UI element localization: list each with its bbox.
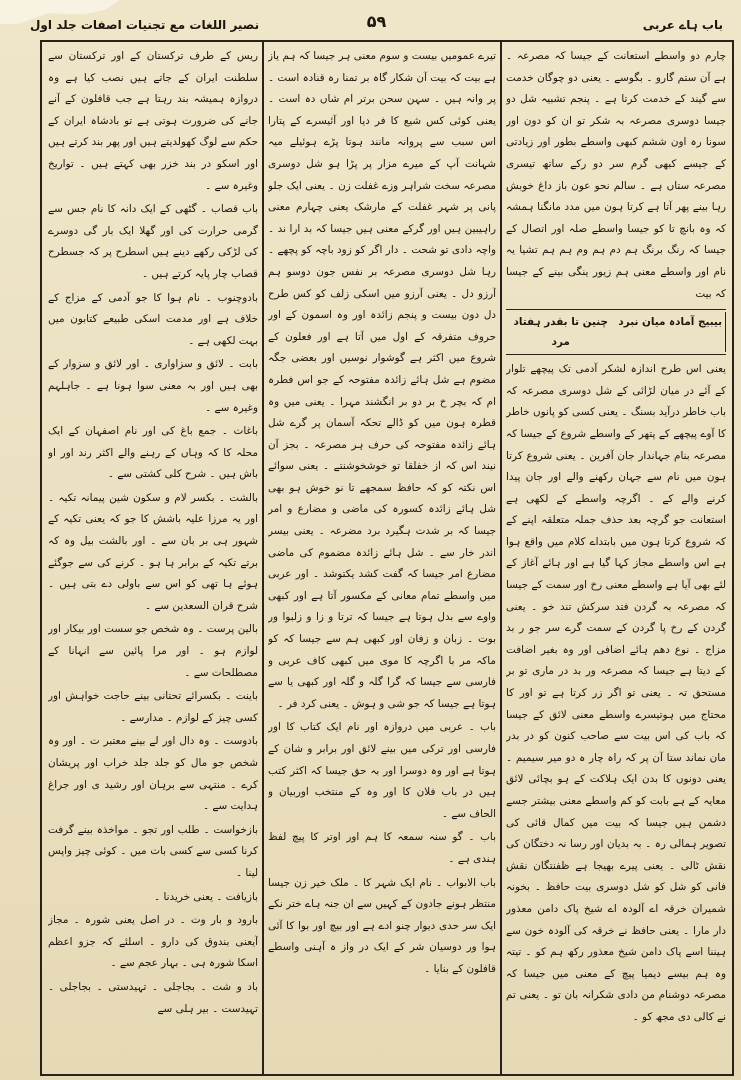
dictionary-entry: باد و شت ۔ بجاجلی ۔ تہیدستی ۔ بجاجلی ۔ تہیدست ۔ بیر ہلی سے [48,980,258,1015]
paragraph: یعنی اس طرح اندازہ لشکر آدمی تک پیچھے تلوار کے آئے در میان لڑائی کے شل دوسری مصرعہ کہ باب خاطر درآید بسنگ ۔ یعنی کسی کو پانوں خاطر کا آوے پیچھے کے پتھر کے واسطے شروع کے جیسا کہ مصرعہ بنام جہاندار جان آفرین ۔ یعنی شروع کرتا ہون میں نام سے جہان رکھنے والے اور جان پیدا کرنے والے کے ۔ اگرچہ واسطے کے لکھی ہے استعانت جو گرچہ بعد حذف جملہ متعلقہ اپنے کے کہ شروع کرتا ہون میں بابتداے کلام میں واقع ہوا ہے اس واسطے مجاز کہا گیا ہے اور ہائے آغاز کے لئے بھی آیا ہے واسطے معنی رخ اور سمت کے جیسا کہ مصرعہ بہ گردن فتد سرکش تند خو ۔ یعنی گردن کے رخ پا گردن کے سمت گرے سر جو ر بد مزاج ۔ نوع دھم ہائے اضافی اور وہ بغیر اضافت کے دیتا ہے جیسا کہ مصرعہ ور بد در ماری تو بر مستحق تہ ۔ یعنی تو اگر زر کرتا ہے تو اور کا محتاج میں ہوتیسرے واسطے معنی لائق کے جیسا کہ باب کی اس بیت سے صاحب کنون کو در بدر مان نماند ستا آن پر کہ راہ چار ہ دو میر سیمیم ۔ یعنی دونوں کا بدن ایک ہلاکت کے ہو بچائی لائق معایہ کے ہے بابت کو کم واسطے معنی بیشتر جسے دشمن ہیں جیسا کہ بیت میں کمال قائی کی تصویر ہمالی رہ ۔ بہ بدیان اور رسا نہ دختگان کی نقش ٹالی ۔ یعنی پیرے بھیجا ہے ظفنتگان نقش فانی کو شل کو شل دوسری بیت حافظ ۔ بخونہ شمیران خرقہ اے آلودہ اے شیخ پاک دامن معذور دار مارا ۔ یعنی حافظ نے خرقہ کی آلودہ خون سے ہیننا اسے پاک دامن شیخ معذور رکھ ہم کو ۔ تیتہ وہ ہم بیسے دیمیا پیچ کے معنی میں جیسا کہ مصرعہ دوشنام من دادی شکرانہ بان تو ۔ یعنی تم نے کالی دی مجھ کو ۔ [506,363,726,1023]
dictionary-entry: باغات ۔ جمع باغ کی اور نام اصفہان کے ایک محلہ کا کہ وہاں کے رہنے والے اکثر رند اور او باش ہیں ۔ شرح کلی کشتی سے ۔ [48,425,258,481]
text-frame [40,40,734,1076]
verse-line: بیبیج آمادہ میان نبرد [616,312,727,352]
dictionary-entry: بارود و بار وت ۔ در اصل یعنی شورہ ۔ مجاز آیعنی بندوق کی دارو ۔ اسلئے کہ جزو اعظم اسکا شورہ ہی ۔ بہار عجم سے ۔ [48,914,258,970]
dictionary-entry: بادوچنوب ۔ نام ہوا کا جو آدمی کے مزاج کے خلاف ہے اور مدمت اسکی طبیعے کتابون میں بہت لکھی ہے ۔ [48,291,258,347]
column-divider [500,42,502,1074]
dictionary-entry: باب ۔ عربی میں دروازہ اور نام ایک کتاب کا اور فارسی اور ترکی میں بینے لائق اور برابر و شان کے ہوتا ہے اور وہ دوسرا اور بہ حق جیسا کہ اکثر کتب ہیں در باب فلان کا اور وہ کے منتخب اوربیان و الحاف سے ۔ [268,721,496,820]
left-column [48,46,258,1070]
dictionary-entry: بازخواست ۔ طلب اور تجو ۔ مواخذہ بینے گرفت کرنا کسی سے کسی بات میں ۔ کوئی چیز واپس لینا ۔ [48,823,258,879]
dictionary-entry: باب ۔ گو سنہ سمعہ کا ہم اور اوتر کا پیچ لفظ ہندی ہے ۔ [268,831,496,865]
page-number: ۵۹ [366,12,387,31]
dictionary-entry: باینت ۔ بکسرائے تحتانی بینے حاجت خواہش اور کسی چیز کے لوازم ۔ مدارسے ۔ [48,690,258,724]
paragraph: چارم دو واسطے استعانت کے جیسا کہ مصرعہ ۔ ہے آن ستم گارو ۔ بگوسے ۔ یعنی دو چوگان خدمت سے گیند کے خدمت کرتا ہے ۔ پنجم تشبیہ شل دو جیسا دوسری مصرعہ بہ شکر تو ان کو دون اور سونا رہ اون ششم کبھی واسطے بطور اور زیادتی کے جیسے کبھی گرم سر دو رکے ساتھ تیسری مصرعہ ستاں ہے ۔ سالم نحو عون باز داغ خوبش رہا بینے پھر آتا ہے کرتا ہون میں مدد مانگنا ہمشہ کہ وہ بانچ تا کو جیسا واسطے صلہ اور اتصال کے جیسا کہ رنگ برنگ ہم دم ہم وم ہم ہم تشیا یہ نام اور واسطے معنی ہم زیور ینگی بینے کے جیسا کہ بیت [506,50,726,300]
page-header [30,12,723,38]
dictionary-entry: بازیافت ۔ یعنی خریدنا ۔ [154,890,258,903]
middle-column [268,46,496,1070]
dictionary-entry: بادوست ۔ وہ دال اور لے بینے معتبر ت ۔ اور وہ شخص جو مال کو جلد جلد خراب اور پریشان کرے ۔ منتہی سے برہان اور رشید ی اور جراغ ہدایت سے ۔ [48,735,258,813]
right-column [506,46,726,1070]
dictionary-entry: باب الابواب ۔ نام ایک شہر کا ۔ ملک خیر زن جیسا منتظر ہونے جادون کے کہیں سے ان جنہ ہاے ختر نکے ایک سر حدی دیوار چنو ادے ہے اور بیچ اور بوا کا آئی ہوا ور دوسیان شر کے ایک در واز ہ آہنی واسطے قافلون کے بنایا ۔ [268,876,496,975]
dictionary-entry: باب قصاب ۔ گٹھی کے ایک دانہ کا نام جس سے گرمی حرارت کی اور گھلا ایک بار گی دوسرے کی لڑکی رکھے دینے ہیں اسطرح پر کہ جسطرح قصاب چار پایہ کرتے ہیں ۔ [48,203,258,280]
dictionary-entry: بالشت ۔ بکسر لام و سکون شین پیمانہ تکیہ ۔ اور یہ مرزا علیہ باشش کا جو کہ یعنی تکیہ کے شہور ہی بر بان سے ۔ اور بالشت بیل وہ کہ برتے تکیہ کے برابر ہا ہو ۔ کرنے کی سے جوگئے ہوئے ہا تھی کو اس سے باولی دے بتی ہیں ۔ شرح قران السعدین سے ۔ [48,491,258,612]
column-divider [262,42,264,1074]
dictionary-entry: بالین پرست ۔ وہ شخص جو سست اور بیکار اور لوازم ہو ۔ اور مرا پائین سے انہانا کے مصطلحات سے ۔ [48,623,258,679]
verse-line: چنین تا بقدر ہفتاد مرد [513,316,608,349]
verse-box [506,309,726,355]
section-title: باب ہاے عربی [642,18,723,32]
paragraph: ریس کے طرف ترکستان کے اور ترکستان سے سلطنت ایران کے جاتے ہیں نصب کیا ہے وہ دروازہ ہمیشہ بند رہتا ہے جب قافلون کے آنے جانے کی ضرورت ہوتی ہے تو بادشاہ ایران کے حکم سے لوگ کھولدیتے ہیں اور پھر بند کرتے ہیں اور اسکو در بند خزر بھی کہتے ہیں ۔ تواریخ وغیرہ سے ۔ [48,50,258,192]
book-title: نصیر اللغات مع تجنیات اصفات جلد اول [30,18,260,32]
dictionary-entry: بابت ۔ لائق و سزاواری ۔ اور لائق و سزوار کے بھی ہیں اور بہ معنی سوا ہونا ہے ۔ جاہلہم وغیرہ سے ۔ [48,358,258,414]
paragraph: تیرے عمومیں بیست و سوم معنی ہر جیسا کہ ہم یاز ہے بیت کہ بیت آن شکار گاہ بر تمنا رہ قنادہ است ۔ پر وانہ ہیں ۔ سہن سحن برتر ام شاں دہ است ۔ یعنی کوئی کس شیع کا فر دیا اور آئیسرے کے پتارا اس سبب سے پروانہ مانند ہوتا پڑے ہوئیلے میہ شہانت آپ کے میرے مزار پر پڑا ہو شل دوسری مصرعہ سخت شراہر وزے غفلت زن ۔ یعنی ایک جلو پانی پر شہر غفلت کے مارشک یعنی چہارم معنی راہیبین ہیں اور گرکے معنی ہیں جیسا کہ بد ارا ند ۔ واچہ دادی تو شحت ۔ دار اگر کو زود باچہ کو پچھے ۔ رہا شل دوسری مصرعہ بر نفس جون دوسو ہم آرزو دل ۔ یعنی آرزو میں اسکی زلف کو کس طرح دل دون بیست و پنجم زائدہ اور وہ اسمون کے اور حروف متفرقہ کے اول میں آتا ہے اور فعلون کے شروع میں اکثر ہے گوشوار نوسیں اور بعضی جگہ مضوم ہے شل ہائے زائدہ مفتوحہ کے جو اس فطرہ ام کہ بچر خ بر دو بر انگشند مہرا ۔ یعنی میں وہ قطرہ ہون میں کو ڈالے تحکہ آسمان پر گرے شل ہائے زائدہ مفتوحہ کی حرف ہر مصرعہ ۔ بجز آن نیند اس کہ از خفلقا تو خوشخوشنتے ۔ یعنی سوائے اس نکتہ کو کہ حافظ سمجھے تا نو خوش ہو بھی شل ہائے زائدہ کسورہ کی ماضی و مضارع و امر جیسا کہ بر شدت ہگیرد برد مضرعہ ۔ یعنی بیسر اندر خار سے ۔ شل ہائے زائدہ مضموم کی ماضی مضارع امر جیسا کہ گفت کشد یکتوشد ۔ اور عربی میں واسطے تمام معانی کے مکسور آتا ہے اور کبھی واوے سے بدل ہوتا ہے جیسا کہ ترتا و زا و زلبوا ور بوت ۔ زبان و زفان اور کبھی ہم سے جیسا کہ کو ماکہ مر با اگرچہ کا موی میں کبھی کاف عربی و فارسی سے جیسا کہ گرا گلہ و گلہ اور کبھی یا سے ہوتا ہے جیسا کہ جو شی و ہوش ۔ یعنی کرد فر ۔ [268,50,496,710]
